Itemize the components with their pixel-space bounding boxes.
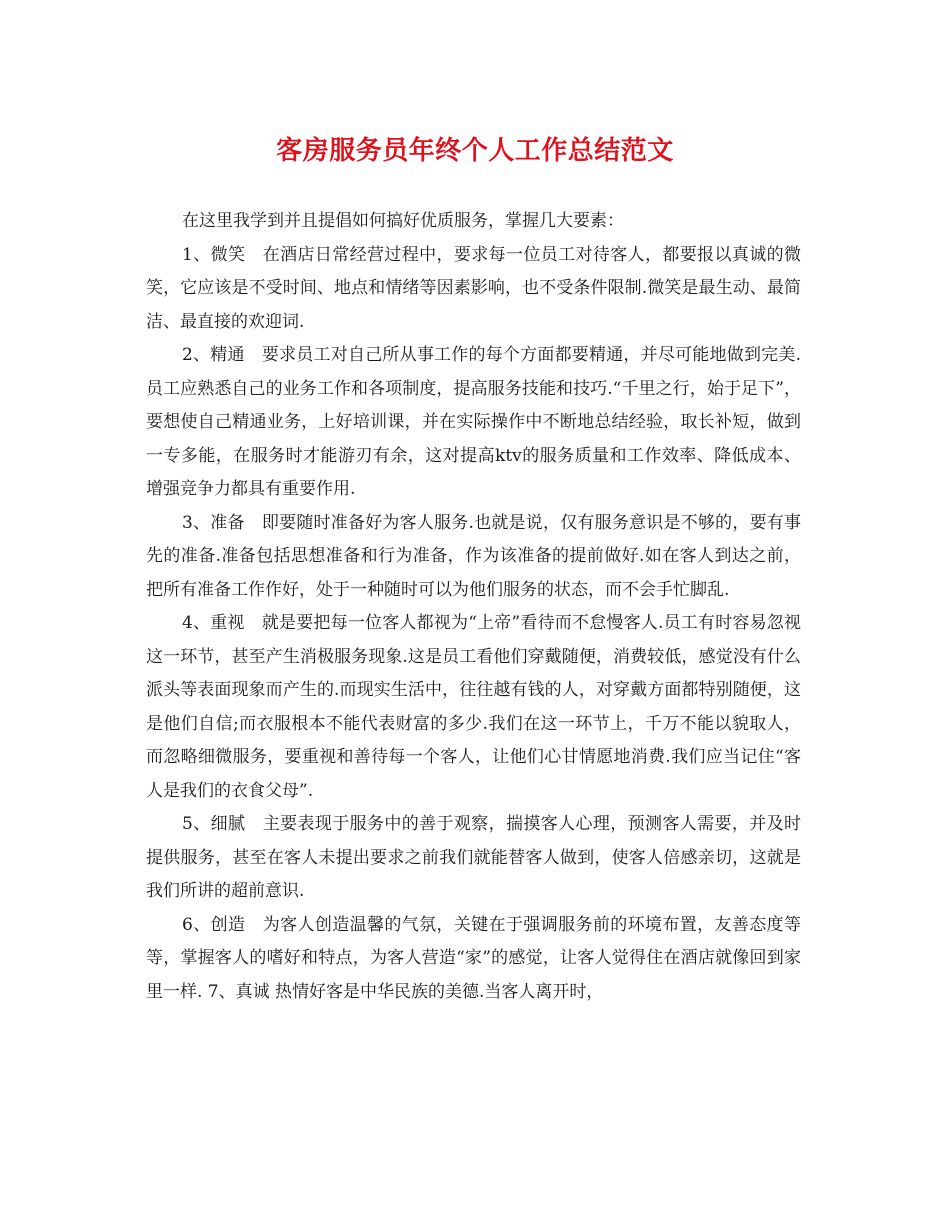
document-body bbox=[146, 205, 801, 1009]
paragraph-attention: 4、重视 就是要把每一位客人都视为“上帝”看待而不怠慢客人.员工有时容易忽视这一环节，甚至产生消极服务现象.这是员工看他们穿戴随便，消费较低，感觉没有什么派头等表面现象而产生的.而现实生活中，往往越有钱的人，对穿戴方面都特别随便，这是他们自信;而衣服根本不能代表财富的多少.我们在这一环节上，千万不能以貌取人，而忽略细微服务，要重视和善待每一个客人，让他们心甘情愿地消费.我们应当记住“客人是我们的衣食父母”. bbox=[146, 613, 801, 801]
intro-paragraph: 在这里我学到并且提倡如何搞好优质服务，掌握几大要素： bbox=[182, 211, 624, 231]
document-title: 客房服务员年终个人工作总结范文 bbox=[276, 136, 674, 166]
paragraph-preparation: 3、准备 即要随时准备好为客人服务.也就是说，仅有服务意识是不够的，要有事先的准备.准备包括思想准备和行为准备，作为该准备的提前做好.如在客人到达之前，把所有准备工作作好，处于一种随时可以为他们服务的状态，而不会手忙脚乱. bbox=[146, 512, 801, 600]
paragraph-creation: 6、创造 为客人创造温馨的气氛，关键在于强调服务前的环境布置，友善态度等等，掌握客人的嗜好和特点，为客人营造“家”的感觉，让客人觉得住在酒店就像回到家里一样. 7、真诚 热情好客是中华民族的美德.当客人离开时， bbox=[146, 914, 801, 1002]
paragraph-meticulous: 5、细腻 主要表现于服务中的善于观察，揣摸客人心理，预测客人需要，并及时提供服务，甚至在客人未提出要求之前我们就能替客人做到，使客人倍感亲切，这就是我们所讲的超前意识. bbox=[146, 814, 801, 901]
paragraph-smile: 1、微笑 在酒店日常经营过程中，要求每一位员工对待客人，都要报以真诚的微笑，它应该是不受时间、地点和情绪等因素影响，也不受条件限制.微笑是最生动、最简洁、最直接的欢迎词. bbox=[146, 244, 801, 332]
paragraph-proficiency: 2、精通 要求员工对自己所从事工作的每个方面都要精通，并尽可能地做到完美.员工应熟悉自己的业务工作和各项制度，提高服务技能和技巧.“千里之行，始于足下”，要想使自己精通业务，上好培训课，并在实际操作中不断地总结经验，取长补短，做到一专多能，在服务时才能游刃有余，这对提高ktv的服务质量和工作效率、降低成本、增强竞争力都具有重要作用. bbox=[146, 345, 801, 499]
